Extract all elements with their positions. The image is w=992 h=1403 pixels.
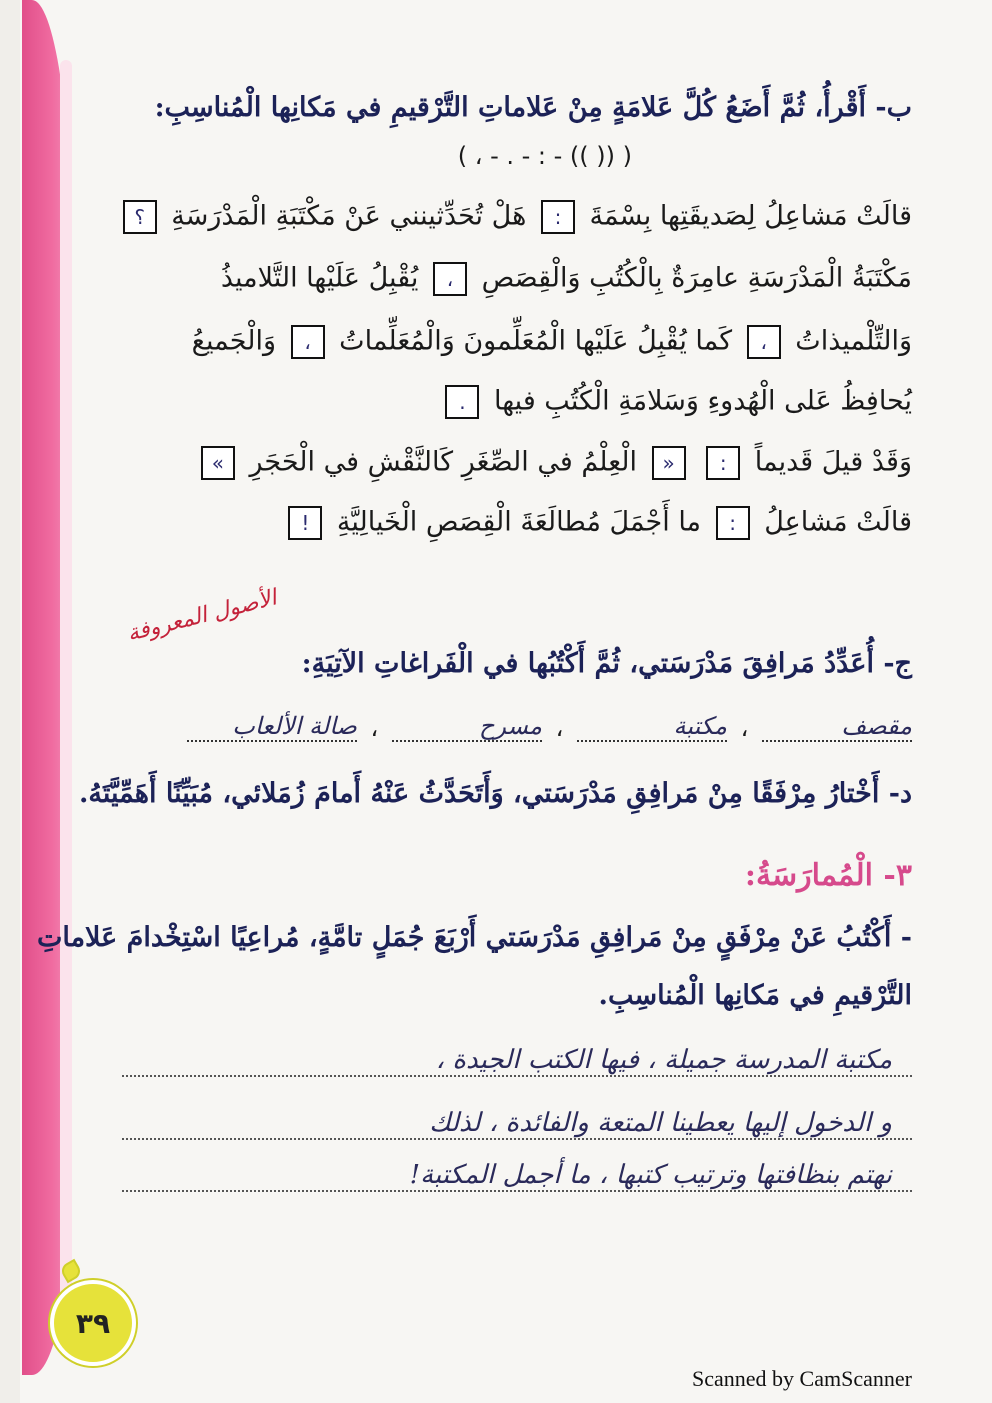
passage-line-3 [192, 325, 912, 359]
facility-answer-field[interactable]: مكتبة [577, 712, 727, 742]
page-number-badge: ٣٩ [50, 1280, 136, 1366]
passage-line-5 [195, 446, 912, 480]
passage-text: قالَتْ مَشاعِلُ [764, 506, 912, 538]
passage-text: كَما يُقْبِلُ عَلَيْها الْمُعَلِّمونَ وَالْمُعَلِّماتُ [339, 325, 733, 357]
passage-text: وَالتِّلْميذاتُ [795, 325, 912, 357]
answer-box[interactable]: ، [433, 262, 467, 296]
answer-box[interactable]: ، [747, 325, 781, 359]
facility-answer-field[interactable]: صالة الألعاب [187, 712, 357, 742]
section-b-title: ب- أَقْرأُ، ثُمَّ أَضَعُ كُلَّ عَلامَةٍ مِنْ عَلاماتِ التَّرْقيمِ في مَكانِها الْمُناسِبِ: [154, 92, 912, 123]
passage-text: ما أَجْمَلَ مُطالَعَةَ الْقِصَصِ الْخَيالِيَّةِ [336, 506, 702, 538]
practice-instruction-2: التَّرْقيمِ في مَكانِها الْمُناسِبِ. [598, 980, 912, 1011]
teacher-note: الأصول المعروفة [124, 585, 280, 647]
passage-text: يُحافِظُ عَلى الْهُدوءِ وَسَلامَةِ الْكُتُبِ فيها [494, 385, 912, 417]
facility-answer-field[interactable]: مقصف [762, 712, 912, 742]
answer-box[interactable]: ، [291, 325, 325, 359]
practice-heading: ٣- الْمُمارَسَةُ: [744, 858, 912, 893]
facilities-answers: مقصف ، مكتبة ، مسرح ، صالة الألعاب [187, 712, 912, 742]
writing-line[interactable]: مكتبة المدرسة جميلة ، فيها الكتب الجيدة ، [122, 1045, 912, 1077]
passage-line-1 [117, 200, 912, 234]
passage-line-6 [282, 506, 912, 540]
answer-box[interactable]: . [445, 385, 479, 419]
passage-text: مَكْتَبَةُ الْمَدْرَسَةِ عامِرَةٌ بِالْكُتُبِ وَالْقِصَصِ [481, 262, 912, 294]
answer-box[interactable]: « [652, 446, 686, 480]
punctuation-marks-list: ( (( )) - : - . - ، ) [457, 142, 632, 170]
practice-instruction: - أَكْتُبُ عَنْ مِرْفَقٍ مِنْ مَرافِقِ مَدْرَسَتي أَرْبَعَ جُمَلٍ تامَّةٍ، مُراعِيًا اسْتِخْدامَ عَلاماتِ [36, 922, 912, 953]
passage-line-4 [439, 385, 912, 419]
passage-text: الْعِلْمُ في الصِّغَرِ كَالنَّقْشِ في الْحَجَرِ [249, 446, 637, 478]
scanner-footer: Scanned by CamScanner [692, 1366, 912, 1391]
passage-line-2 [221, 262, 912, 296]
passage-text: هَلْ تُحَدِّثينني عَنْ مَكْتَبَةِ الْمَدْرَسَةِ [171, 200, 527, 232]
answer-box[interactable]: : [716, 506, 750, 540]
passage-text: وَالْجَميعُ [191, 325, 276, 357]
passage-text: قالَتْ مَشاعِلُ لِصَديقَتِها بِسْمَةَ [589, 200, 912, 232]
facility-answer-field[interactable]: مسرح [392, 712, 542, 742]
answer-box[interactable]: : [706, 446, 740, 480]
scan-border [0, 0, 20, 1403]
answer-box[interactable]: : [541, 200, 575, 234]
answer-box[interactable]: ؟ [123, 200, 157, 234]
answer-box[interactable]: ! [288, 506, 322, 540]
writing-line[interactable]: نهتم بنظافتها وترتيب كتبها ، ما أجمل المكتبة! [122, 1160, 912, 1192]
passage-text: يُقْبِلُ عَلَيْها التَّلاميذُ [220, 262, 419, 294]
section-d-title: د- أَخْتارُ مِرْفَقًا مِنْ مَرافِقِ مَدْرَسَتي، وَأَتَحَدَّثُ عَنْهُ أَمامَ زُمَلائي، مُبَيِّنًا أَهَمِّيَّتَهُ. [78, 778, 912, 809]
answer-box[interactable]: » [201, 446, 235, 480]
section-c-title: ج- أُعَدِّدُ مَرافِقَ مَدْرَسَتي، ثُمَّ أَكْتُبُها في الْفَراغاتِ الآتِيَةِ: [301, 648, 912, 679]
pink-strip-highlight [60, 60, 72, 1310]
passage-text: وَقَدْ قيلَ قَديماً [754, 446, 912, 478]
writing-line[interactable]: و الدخول إليها يعطينا المتعة والفائدة ، لذلك [122, 1108, 912, 1140]
